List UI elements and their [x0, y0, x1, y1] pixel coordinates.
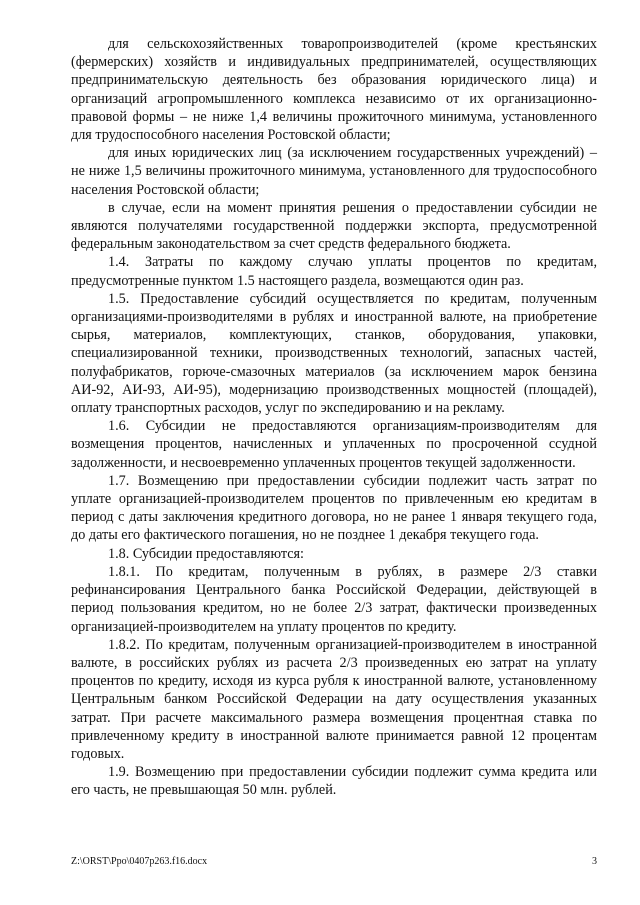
paragraph-1-8: 1.8. Субсидии предоставляются: — [108, 545, 304, 562]
paragraph-agro-producers: для сельскохозяйственных товаропроизводителей (кроме крестьянских (фермерских) хозяйств и индивидуальных предпринимателей, осуществляющих предпринимательскую деятельность без образования юридического лица) и организаций агропромышленного комплекса независимо от их организационно-правовой формы – не ниже 1,4 величины прожиточного минимума, установленного для трудоспособного населения Ростовской области; — [71, 36, 597, 144]
footer-file-path: Z:\ORST\Ppo\0407p263.f16.docx — [71, 856, 208, 867]
paragraph-1-9: 1.9. Возмещению при предоставлении субсидии подлежит сумма кредита или его часть, не превышающая 50 млн. рублей. — [71, 764, 597, 799]
paragraph-1-8-1: 1.8.1. По кредитам, полученным в рублях, в размере 2/3 ставки рефинансирования Центрального банка Российской Федерации, действующей в период пользования кредитом, но не более 2/3 затрат, фактически произведенных организацией-производителем на уплату процентов по кредиту. — [71, 563, 597, 635]
paragraph-1-5: 1.5. Предоставление субсидий осуществляется по кредитам, полученным организациями-производителями в рублях и иностранной валюте, на приобретение сырья, материалов, комплектующих, станков, оборудования, упаковки, специализированной техники, производственных технологий, запасных частей, полуфабрикатов, горюче-смазочных материалов (за исключением марок бензина АИ-92, АИ-93, АИ-95), модернизацию производственных мощностей (площадей), оплату транспортных расходов, услуг по экспедированию и на рекламу. — [71, 290, 597, 417]
page-number: 3 — [592, 856, 597, 867]
paragraph-export-support: в случае, если на момент принятия решения о предоставлении субсидии не являются получателями государственной поддержки экспорта, предусмотренной федеральным законодательством за счет средств федерального бюджета. — [71, 199, 597, 253]
paragraph-other-legal-entities: для иных юридических лиц (за исключением государственных учреждений) – не ниже 1,5 величины прожиточного минимума, установленного для трудоспособного населения Ростовской области; — [71, 145, 597, 198]
document-body — [71, 35, 597, 800]
paragraph-1-4: 1.4. Затраты по каждому случаю уплаты процентов по кредитам, предусмотренные пунктом 1.5 настоящего раздела, возмещаются один раз. — [71, 254, 597, 289]
page-footer — [71, 856, 597, 867]
paragraph-1-8-2: 1.8.2. По кредитам, полученным организацией-производителем в иностранной валюте, в российских рублях из расчета 2/3 произведенных ею затрат на уплату процентов по кредиту, исходя из курса рубля к иностранной валюте, установленному Центральным банком Российской Федерации на дату осуществления указанных затрат. При расчете максимального размера возмещения процентная ставка по привлеченному кредиту в иностранной валюте принимается равной 12 процентам годовых. — [71, 636, 597, 762]
paragraph-1-7: 1.7. Возмещению при предоставлении субсидии подлежит часть затрат по уплате организацией-производителем процентов по привлеченным ею кредитам в период с даты заключения кредитного договора, но не ранее 1 января текущего года, до даты его фактического погашения, но не позднее 1 декабря текущего года. — [71, 472, 597, 544]
paragraph-1-6: 1.6. Субсидии не предоставляются организациям-производителям для возмещения процентов, начисленных и уплаченных по просроченной ссудной задолженности, и несвоевременно уплаченных процентов текущей задолженности. — [71, 418, 597, 471]
